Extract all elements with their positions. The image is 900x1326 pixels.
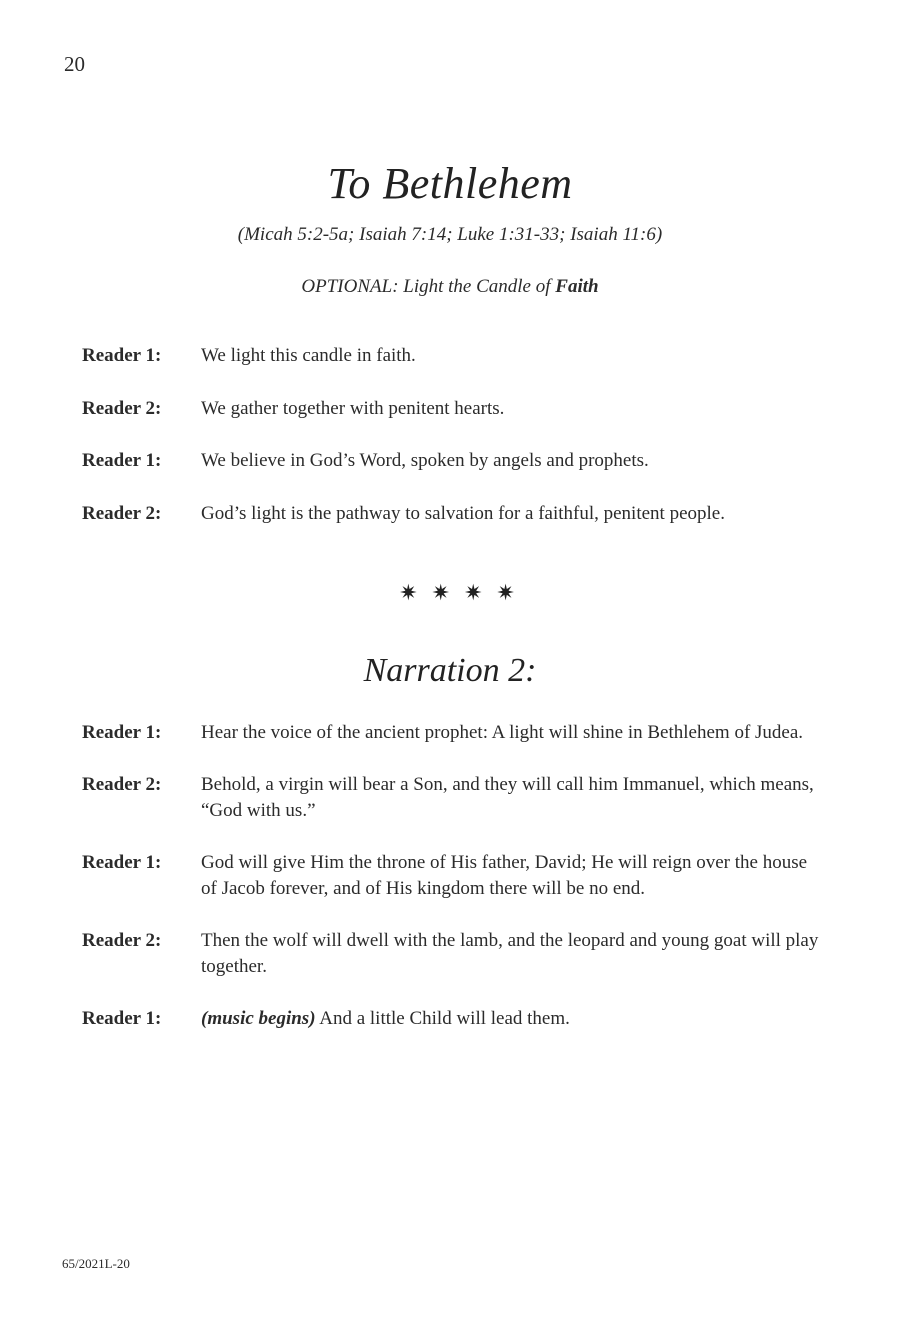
dialog-line [82,1006,822,1032]
page-number: 20 [64,52,85,76]
dialog-line [82,720,822,746]
dialog-line [82,501,822,527]
speaker-label: Reader 2: [82,502,162,524]
dialog-text: God’s light is the pathway to salvation for a faithful, penitent people. [201,502,725,524]
narration-dialog [82,720,822,1058]
dialog-text: Then the wolf will dwell with the lamb, and the leopard and young goat will play together. [201,930,819,977]
speaker-label: Reader 1: [82,450,162,471]
scripture-references: (Micah 5:2-5a; Isaiah 7:14; Luke 1:31-33; Isaiah 11:6) [237,224,663,245]
dialog-line [82,928,822,980]
narration-heading: Narration 2: [363,652,537,689]
dialog-line [82,772,822,824]
speaker-label: Reader 1: [82,722,162,743]
dialog-text: Hear the voice of the ancient prophet: A light will shine in Bethlehem of Judea. [201,722,804,743]
speaker-label: Reader 2: [82,774,162,795]
speaker-label: Reader 1: [82,345,162,366]
speaker-label: Reader 1: [82,852,162,873]
section-divider-stars: ✷✷✷✷ [399,580,529,605]
footer-code: 65/2021L-20 [62,1256,130,1271]
optional-instruction [0,276,900,298]
candle-lighting-dialog [82,343,822,553]
stage-direction: (music begins) [201,1008,316,1029]
dialog-line [82,396,822,422]
dialog-text: We gather together with penitent hearts. [201,397,505,419]
dialog-text: We light this candle in faith. [201,345,416,366]
dialog-text-rest: And a little Child will lead them. [315,1008,570,1029]
dialog-text: God will give Him the throne of His father, David; He will reign over the house of Jacob forever, and of His kingdom there will be no end. [201,852,808,899]
dialog-line [82,343,822,369]
dialog-line [82,448,822,474]
dialog-line [82,850,822,902]
page-title: To Bethlehem [327,159,573,208]
speaker-label: Reader 2: [82,930,162,951]
speaker-label: Reader 1: [82,1008,162,1029]
dialog-text: Behold, a virgin will bear a Son, and they will call him Immanuel, which means, “God with us.” [201,774,814,821]
dialog-text [201,1006,822,1032]
optional-prefix: OPTIONAL: Light the Candle of [301,276,556,297]
optional-emphasis: Faith [555,276,599,297]
speaker-label: Reader 2: [82,397,162,419]
dialog-text: We believe in God’s Word, spoken by angels and prophets. [201,450,649,471]
